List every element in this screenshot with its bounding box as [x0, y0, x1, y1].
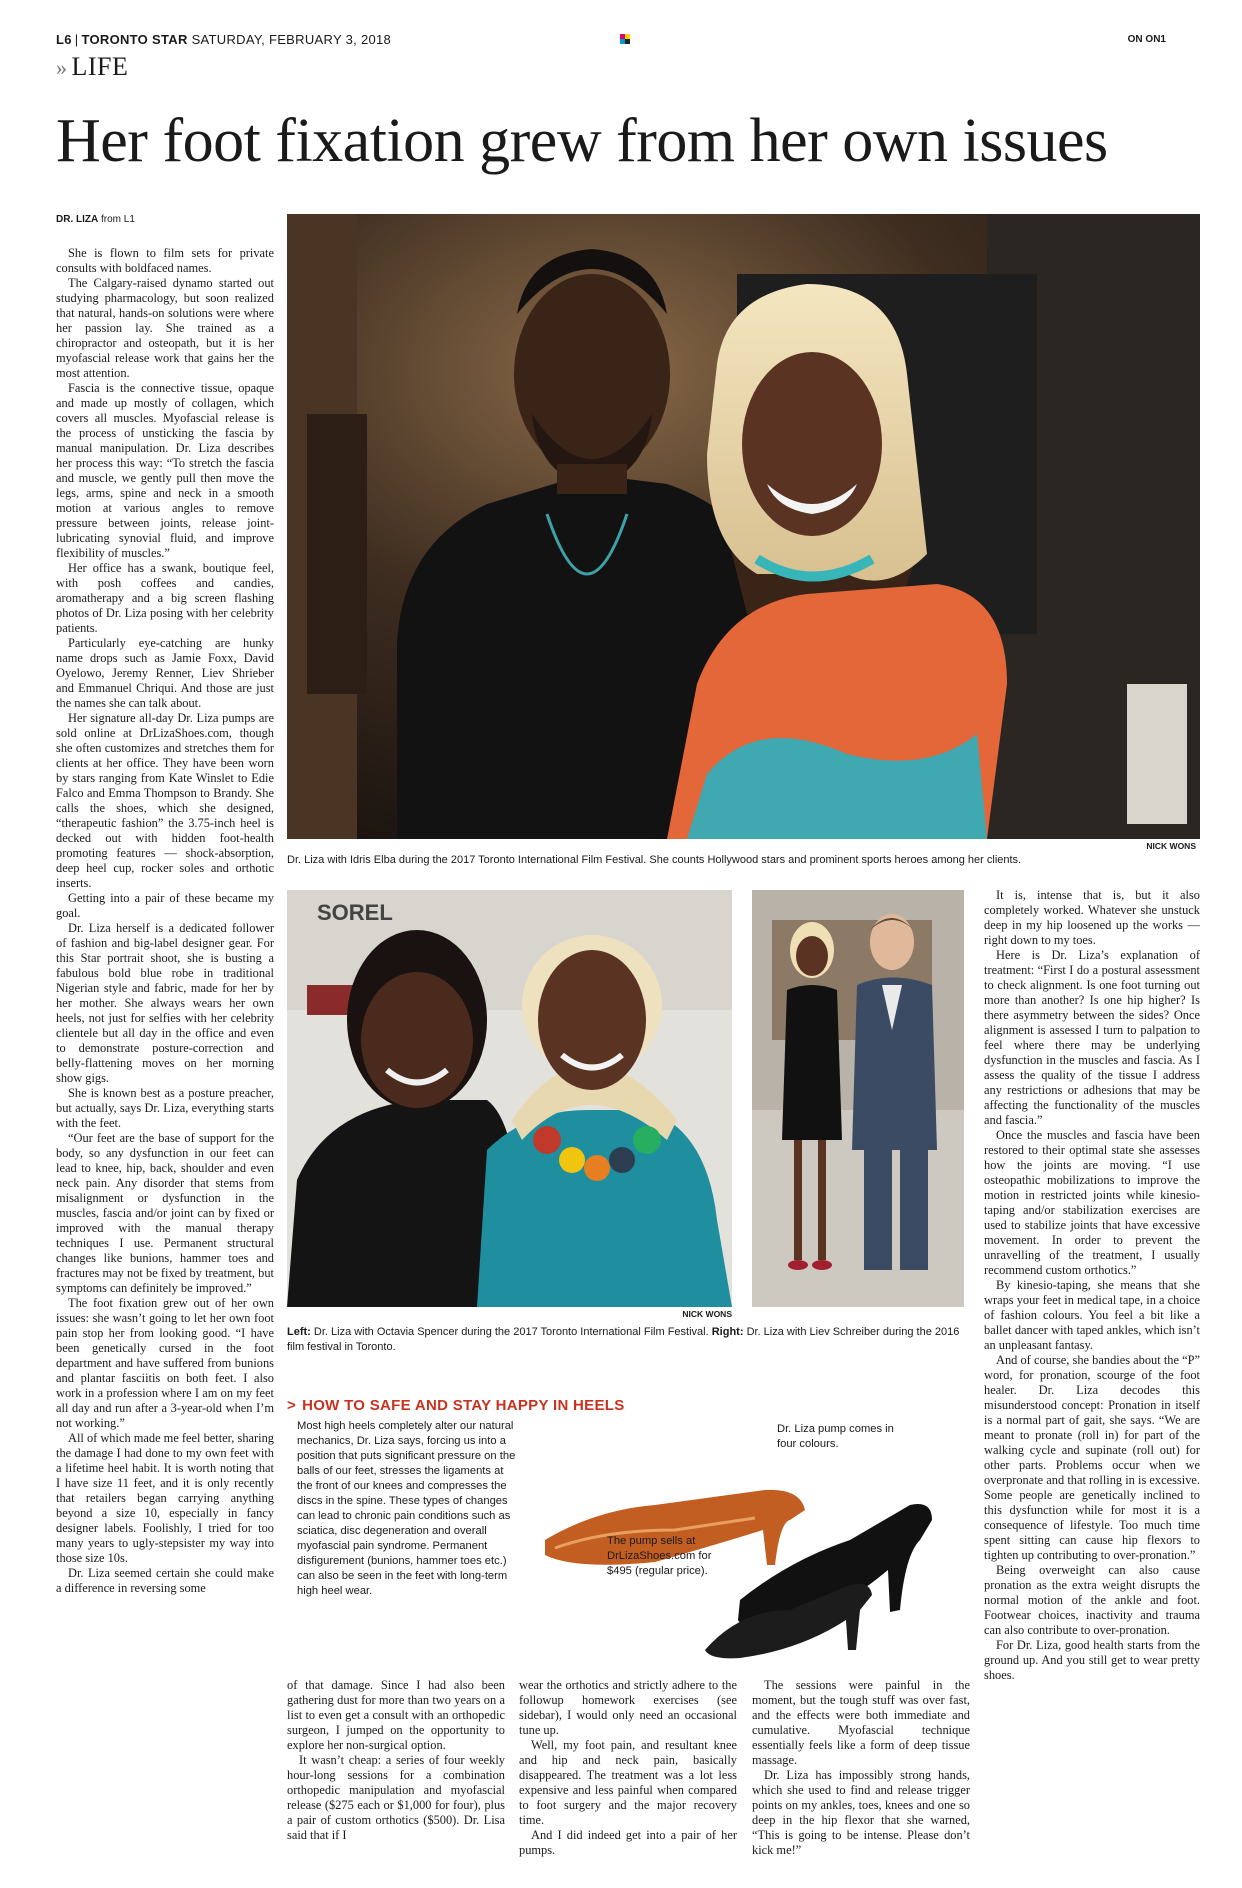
paragraph: Her office has a swank, boutique feel, with posh coffees and candies, aromatherapy and a big screen flashing photos of Dr. Liza posing with her celebrity patients. — [56, 561, 274, 635]
article-column-2 — [287, 1678, 505, 1843]
paragraph: Dr. Liza seemed certain she could make a difference in reversing some — [56, 1566, 274, 1595]
main-photo — [287, 214, 1200, 839]
folio: L6 | TORONTO STAR SATURDAY, FEBRUARY 3, 2018 — [56, 32, 392, 47]
article-column-1 — [56, 246, 274, 1596]
photo-left-backdrop-text: SOREL — [317, 900, 393, 925]
paragraph: All of which made me feel better, sharing the damage I had done to my own feet with a lifetime heel habit. It is worth noting that I have size 11 feet, and it is only recently that retailers began carrying anything beyond a size 10, especially in fancy designer labels. Foolishly, I tried for too many years to ugly-stepsister my way into those size 10s. — [56, 1431, 274, 1565]
caption-left-text: Dr. Liza with Octavia Spencer during the 2017 Toronto International Film Festival. — [313, 1326, 709, 1338]
paragraph: Once the muscles and fascia have been restored to their optimal state she assesses how the joints are moving. “I use osteopathic mobilizations to improve the motion in restricted joints while kinesio-taping and/or stabilization exercises are used to stabilize joints that have excessive movement. In order to prevent the unravelling of the treatment, I usually recommend custom orthotics.” — [984, 1128, 1200, 1277]
byline — [56, 214, 135, 225]
paragraph: She is known best as a posture preacher, but actually, says Dr. Liza, everything starts with the feet. — [56, 1086, 274, 1130]
paragraph: of that damage. Since I had also been gathering dust for more than two years on a list to even get a consult with an orthopedic surgeon, I jumped on the opportunity to explore her non-surgical option. — [287, 1678, 505, 1752]
article-column-3 — [519, 1678, 737, 1858]
byline-name: DR. LIZA — [56, 214, 99, 225]
caption-right-label: Right: — [711, 1326, 744, 1338]
shoe-image-black — [700, 1500, 940, 1660]
photo-credit-left: NICK WONS — [682, 1309, 732, 1319]
black-pump-icon — [700, 1500, 940, 1660]
paragraph: Fascia is the connective tissue, opaque and made up mostly of collagen, which covers all muscles. Myofascial release is the process of unsticking the fascia by manual manipulation. Dr. Liza describes her process this way: “To stretch the fascia and muscle, we gently pull then move the legs, arms, spine and neck in a smooth motion at various angles to remove pressure between joints, release joint-lubricating synovial fluid, and improve flexibility of muscles.” — [56, 381, 274, 560]
main-photo-image — [287, 214, 1200, 839]
paragraph: It is, intense that is, but it also completely worked. Whatever she unstuck deep in my hip loosened up the works — right down to my toes. — [984, 888, 1200, 947]
sidebar-title — [287, 1397, 625, 1414]
edition-code: ON ON1 — [1127, 34, 1166, 45]
sidebar-marker: > — [287, 1397, 297, 1414]
paragraph: wear the orthotics and strictly adhere to the followup homework exercises (see sidebar), I would only need an occasional tune up. — [519, 1678, 737, 1737]
paragraph: She is flown to film sets for private consults with boldfaced names. — [56, 246, 274, 275]
paper-name: TORONTO STAR — [81, 32, 188, 47]
paragraph: The sessions were painful in the moment, but the tough stuff was over fast, and the effects were both immediate and cumulative. Myofascial technique essentially feels like a form of deep tissue massage. — [752, 1678, 970, 1767]
photo-left — [287, 890, 732, 1307]
caption-left-label: Left: — [287, 1326, 311, 1338]
page-number: L6 — [56, 32, 72, 47]
paragraph: The foot fixation grew out of her own issues: she wasn’t going to let her own foot pain stop her from looking good. “I have been genetically cursed in the foot department and have suffered from bunions and plantar fasciitis on both feet. I also work in a profession where I am on my feet all day and run after a 3-year-old when I’m not working.” — [56, 1296, 274, 1430]
paragraph: By kinesio-taping, she means that she wraps your feet in medical tape, in a choice of fashion colours. You feel a bit like a ballet dancer with taped ankles, which isn’t an unpleasant fantasy. — [984, 1278, 1200, 1352]
paragraph: Being overweight can also cause pronation as the extra weight disrupts the normal motion of the ankle and foot. Footwear choices, inactivity and trauma can also contribute to over-pronation. — [984, 1563, 1200, 1637]
article-column-right — [984, 888, 1200, 1683]
paragraph: For Dr. Liza, good health starts from the ground up. And you still get to wear pretty shoes. — [984, 1638, 1200, 1682]
photo-right — [752, 890, 964, 1307]
photo-left-image — [287, 890, 732, 1307]
paragraph: The Calgary-raised dynamo started out studying pharmacology, but soon realized that natural, hands-on solutions were where her passion lay. She trained as a chiropractor and osteopath, but it is her myofascial release work that gains her the most attention. — [56, 276, 274, 380]
chevron-icon: » — [56, 55, 68, 80]
main-photo-caption: Dr. Liza with Idris Elba during the 2017 Toronto International Film Festival. She counts Hollywood stars and prominent sports heroes among her clients. — [287, 854, 1022, 866]
paragraph: Getting into a pair of these became my goal. — [56, 891, 274, 920]
paragraph: Particularly eye-catching are hunky name drops such as Jamie Foxx, David Oyelowo, Jeremy Renner, Liev Shrieber and Emmanuel Chriqui. And those are just the names she can talk about. — [56, 636, 274, 710]
paragraph: And I did indeed get into a pair of her pumps. — [519, 1828, 737, 1857]
paragraph: Dr. Liza herself is a dedicated follower of fashion and big-label designer gear. For this Star portrait shoot, she is busting a fabulous bold blue robe in traditional Nigerian style and fabric, made for her by her mother. She always wears her own heels, not just for selfies with her celebrity clientele but all day in the office and even to demonstrate posture-correction and belly-flattening moves on her morning show gigs. — [56, 921, 274, 1085]
issue-date: SATURDAY, FEBRUARY 3, 2018 — [191, 32, 392, 47]
photo-right-image — [752, 890, 964, 1307]
paragraph: And of course, she bandies about the “P” word, for pronation, scourge of the foot healer. Dr. Liza decodes this misunderstood concept: Pronation in itself is a normal part of gait, she says. “We are meant to pronate (roll in) for part of the walking cycle and supinate (roll out) for other parts. Problems occur when we overpronate and that rolling in is excessive. Some people are genetically inclined to this dysfunction while for most it is a consequence of lifestyle. Too much time spent sitting can cause hip flexors to tighten up contributing to over-pronation.” — [984, 1353, 1200, 1562]
sidebar-text: Most high heels completely alter our natural mechanics, Dr. Liza says, forcing us into a position that puts significant pressure on the balls of our feet, stresses the ligaments at the front of our knees and compresses the discs in the spine. These types of changes can lead to chronic pain conditions such as sciatica, disc degeneration and overall myofascial pain syndrome. Permanent disfigurement (bunions, hammer toes etc.) can also be seen in the feet with long-term high heel wear. — [297, 1420, 516, 1597]
article-column-4 — [752, 1678, 970, 1858]
shoe-caption-colours: Dr. Liza pump comes in four colours. — [777, 1423, 894, 1450]
registration-mark — [620, 34, 630, 44]
paragraph: Her signature all-day Dr. Liza pumps are sold online at DrLizaShoes.com, though she often customizes and stretches them for clients at her office. They have been worn by stars ranging from Kate Winslet to Edie Falco and Emma Thompson to Brandy. She calls the shoes, which she designed, “therapeutic fashion” the 3.75-inch heel is decked out with hidden foot-health promoting features — shock-absorption, deep heel cup, rocker soles and orthotic inserts. — [56, 711, 274, 890]
section-label — [56, 52, 128, 82]
paragraph: “Our feet are the base of support for the body, so any dysfunction in our feet can lead to knee, hip, back, shoulder and even neck pain. Any disorder that stems from misalignment or dysfunction in the muscles, fascia and/or joint can by fixed or improved with the manual therapy techniques I use. Permanent structural changes like bunions, hammer toes and fractures may not be fixed by treatment, but symptoms can definitely be improved.” — [56, 1131, 274, 1295]
headline: Her foot fixation grew from her own issues — [56, 107, 1108, 175]
paragraph: Here is Dr. Liza’s explanation of treatment: “First I do a postural assessment to check alignment. Is one foot turning out more than another? Is one hip higher? Is there asymmetry between the sides? Once alignment is assessed I turn to palpation to feel where there may be underlying dysfunction in the muscles and fascia. As I assess the quality of the tissue I address any restrictions or adhesions that may be affecting the functionality of the muscles and fascia.” — [984, 948, 1200, 1127]
paragraph: It wasn’t cheap: a series of four weekly hour-long sessions for a combination orthopedic manipulation and myofascial release ($275 each or $1,000 for four), plus a pair of custom orthotics ($500). Dr. Lisa said that if I — [287, 1753, 505, 1842]
paragraph: Well, my foot pain, and resultant knee and hip and neck pain, basically disappeared. The treatment was a lot less expensive and less painful when compared to foot surgery and the major recovery time. — [519, 1738, 737, 1827]
sidebar-title-text: HOW TO SAFE AND STAY HAPPY IN HEELS — [302, 1397, 625, 1414]
photo-pair-caption — [287, 1325, 967, 1355]
photo-credit-main: NICK WONS — [1146, 841, 1196, 851]
section-name: LIFE — [71, 52, 129, 81]
shoe-caption-price: The pump sells at DrLizaShoes.com for $495 (regular price). — [607, 1535, 712, 1577]
caption-right-text: Dr. Liza with Liev Schreiber during the 2016 film festival in Toronto. — [287, 1326, 960, 1353]
paragraph: Dr. Liza has impossibly strong hands, which she used to find and release trigger points on my ankles, toes, knees and one so deep in the hip flexor that she warned, “This is going to be intense. Please don’t kick me!” — [752, 1768, 970, 1857]
byline-jump: from L1 — [101, 214, 135, 225]
